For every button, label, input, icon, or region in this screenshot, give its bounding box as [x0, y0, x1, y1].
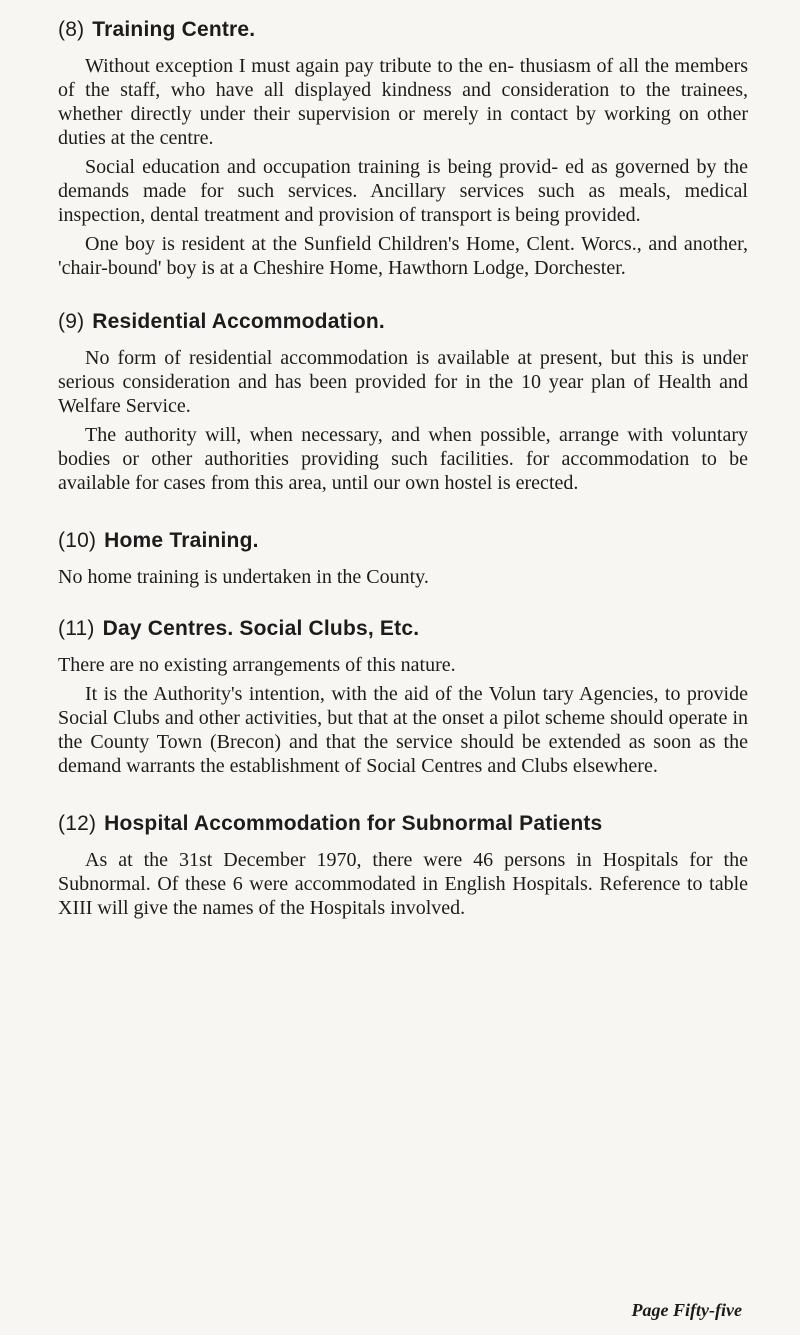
section-heading: [58, 617, 748, 641]
section-title: Home Training.: [104, 529, 259, 552]
section-title: Hospital Accommodation for Subnormal Patients: [104, 812, 603, 835]
section-number: (9): [58, 310, 85, 333]
paragraph: No form of residential accommodation is available at present, but this is under serious consideration and has been provided for in the 10 year plan of Health and Welfare Service.: [58, 347, 748, 417]
document-page: [58, 18, 748, 925]
section-number: (11): [58, 617, 95, 640]
section-number: (8): [58, 18, 85, 41]
paragraph: Without exception I must again pay tribute to the en- thusiasm of all the members of the staff, who have all displayed kindness and consideration to the trainees, whether directly under their supervision or merely in contact by working on other duties at the centre.: [58, 55, 748, 149]
section-number: (12): [58, 812, 97, 835]
paragraph: Social education and occupation training is being provid- ed as governed by the demands made for such services. Ancillary services such as meals, medical inspection, dental treatment and provision of transport is being provided.: [58, 156, 748, 226]
section-number: (10): [58, 529, 97, 552]
paragraph: It is the Authority's intention, with the aid of the Volun tary Agencies, to provide Social Clubs and other activities, but that at the onset a pilot scheme should operate in the County Town (Brecon) and that the service should be extended as soon as the demand warrants the establishment of Social Centres and Clubs elsewhere.: [58, 683, 748, 777]
paragraph: The authority will, when necessary, and when possible, arrange with voluntary bodies or other authorities providing such facilities. for accommodation to be available for cases from this area, until our own hostel is erected.: [58, 424, 748, 494]
section-home-training: [58, 529, 748, 589]
section-day-centres: [58, 617, 748, 778]
section-heading: [58, 529, 748, 553]
paragraph: No home training is undertaken in the County.: [58, 566, 429, 588]
paragraph: There are no existing arrangements of this nature.: [58, 654, 456, 676]
section-heading: [58, 812, 748, 836]
section-title: Residential Accommodation.: [92, 310, 385, 333]
section-hospital-accommodation: [58, 812, 748, 920]
page-number: Page Fifty-five: [631, 1300, 742, 1320]
section-title: Training Centre.: [92, 18, 256, 41]
paragraph: One boy is resident at the Sunfield Children's Home, Clent. Worcs., and another, 'chair-bound' boy is at a Cheshire Home, Hawthorn Lodge, Dorchester.: [58, 233, 748, 279]
section-heading: [58, 310, 748, 334]
paragraph: As at the 31st December 1970, there were 46 persons in Hospitals for the Subnormal. Of these 6 were accommodated in English Hospitals. Reference to table XIII will give the names of the Hospitals involved.: [58, 849, 748, 919]
section-training-centre: [58, 18, 748, 280]
section-title: Day Centres. Social Clubs, Etc.: [102, 617, 420, 640]
section-residential-accommodation: [58, 310, 748, 495]
section-heading: [58, 18, 748, 42]
